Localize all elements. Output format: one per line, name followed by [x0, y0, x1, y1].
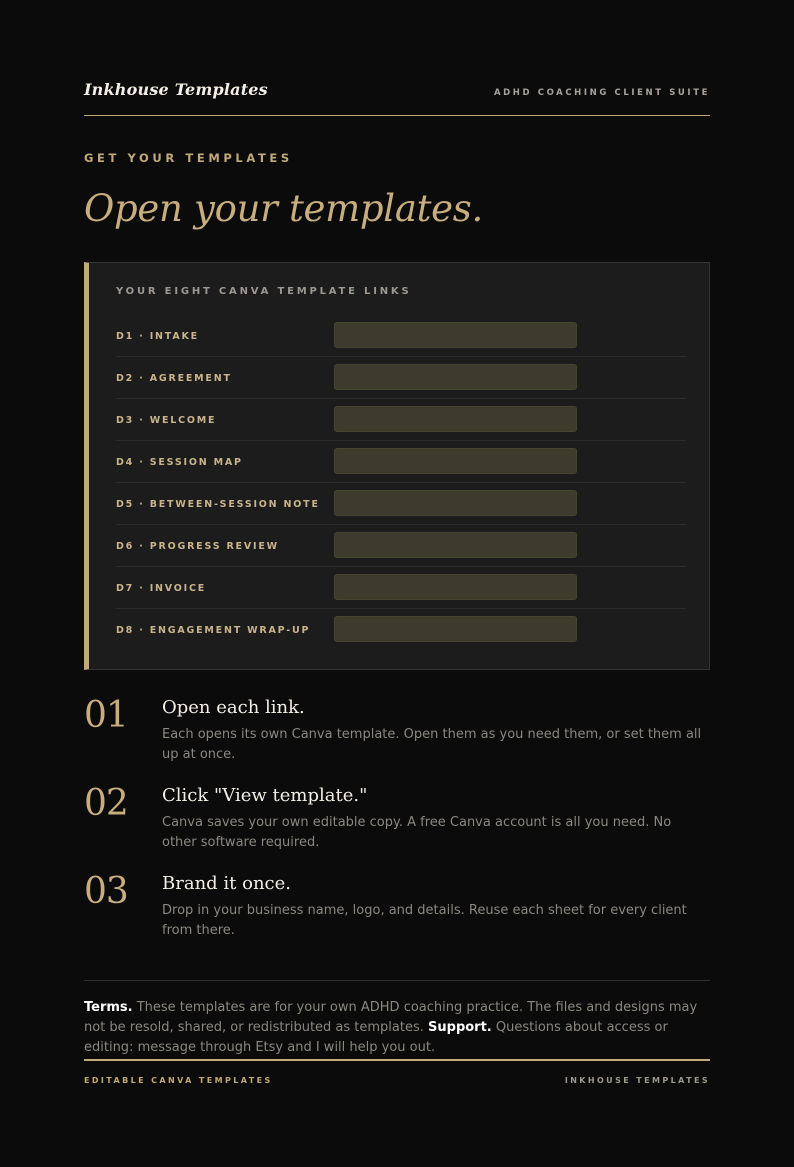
step-description: Canva saves your own editable copy. A free Canva account is all you need. No other software required. — [162, 815, 672, 850]
step-item — [84, 783, 710, 871]
steps-list — [84, 695, 710, 959]
template-link-field-d7[interactable] — [334, 574, 577, 600]
step-description: Drop in your business name, logo, and details. Reuse each sheet for every client from there. — [162, 903, 687, 938]
template-link-label: D4 · SESSION MAP — [116, 457, 243, 468]
header — [84, 78, 710, 116]
terms-text: These templates are for your own ADHD coaching practice. The files and designs may not be resold, shared, or redistributed as templates. — [84, 1000, 698, 1035]
step-heading: Open each link. — [162, 697, 305, 718]
step-number: 01 — [84, 695, 128, 736]
template-link-field-d5[interactable] — [334, 490, 577, 516]
page-title: Open your templates. — [84, 187, 483, 230]
template-link-row — [116, 357, 686, 399]
template-link-label: D3 · WELCOME — [116, 415, 217, 426]
template-link-row — [116, 399, 686, 441]
panel-title: YOUR EIGHT CANVA TEMPLATE LINKS — [116, 286, 412, 297]
support-label: Support. — [428, 1020, 492, 1035]
step-number: 02 — [84, 783, 128, 824]
step-heading: Click "View template." — [162, 785, 368, 806]
support-text: Questions about access or editing: message through Etsy and I will help you out. — [84, 1020, 668, 1055]
divider — [84, 980, 710, 981]
template-links-list — [116, 315, 686, 651]
template-link-label: D1 · INTAKE — [116, 331, 199, 342]
footer-right-label: INKHOUSE TEMPLATES — [564, 1076, 710, 1085]
step-heading: Brand it once. — [162, 873, 291, 894]
template-link-field-d3[interactable] — [334, 406, 577, 432]
template-link-label: D7 · INVOICE — [116, 583, 207, 594]
template-link-field-d2[interactable] — [334, 364, 577, 390]
template-link-row — [116, 483, 686, 525]
template-link-label: D2 · AGREEMENT — [116, 373, 232, 384]
template-link-row — [116, 525, 686, 567]
step-description: Each opens its own Canva template. Open them as you need them, or set them all up at once. — [162, 727, 702, 762]
template-link-field-d6[interactable] — [334, 532, 577, 558]
template-link-field-d1[interactable] — [334, 322, 577, 348]
suite-label: ADHD COACHING CLIENT SUITE — [493, 88, 710, 98]
template-link-label: D6 · PROGRESS REVIEW — [116, 541, 279, 552]
step-number: 03 — [84, 871, 128, 912]
template-link-row — [116, 609, 686, 651]
template-link-label: D8 · ENGAGEMENT WRAP-UP — [116, 625, 311, 636]
step-item — [84, 871, 710, 959]
terms-label: Terms. — [84, 1000, 133, 1015]
template-link-field-d8[interactable] — [334, 616, 577, 642]
section-kicker: GET YOUR TEMPLATES — [84, 151, 293, 165]
template-links-panel — [84, 262, 710, 670]
template-link-row — [116, 441, 686, 483]
footer-divider — [84, 1059, 710, 1061]
footer-left-label: EDITABLE CANVA TEMPLATES — [84, 1076, 273, 1085]
terms-paragraph — [84, 998, 710, 1058]
template-link-row — [116, 315, 686, 357]
template-link-label: D5 · BETWEEN-SESSION NOTE — [116, 499, 320, 510]
template-link-row — [116, 567, 686, 609]
brand-name: Inkhouse Templates — [84, 80, 268, 99]
template-link-field-d4[interactable] — [334, 448, 577, 474]
step-item — [84, 695, 710, 783]
